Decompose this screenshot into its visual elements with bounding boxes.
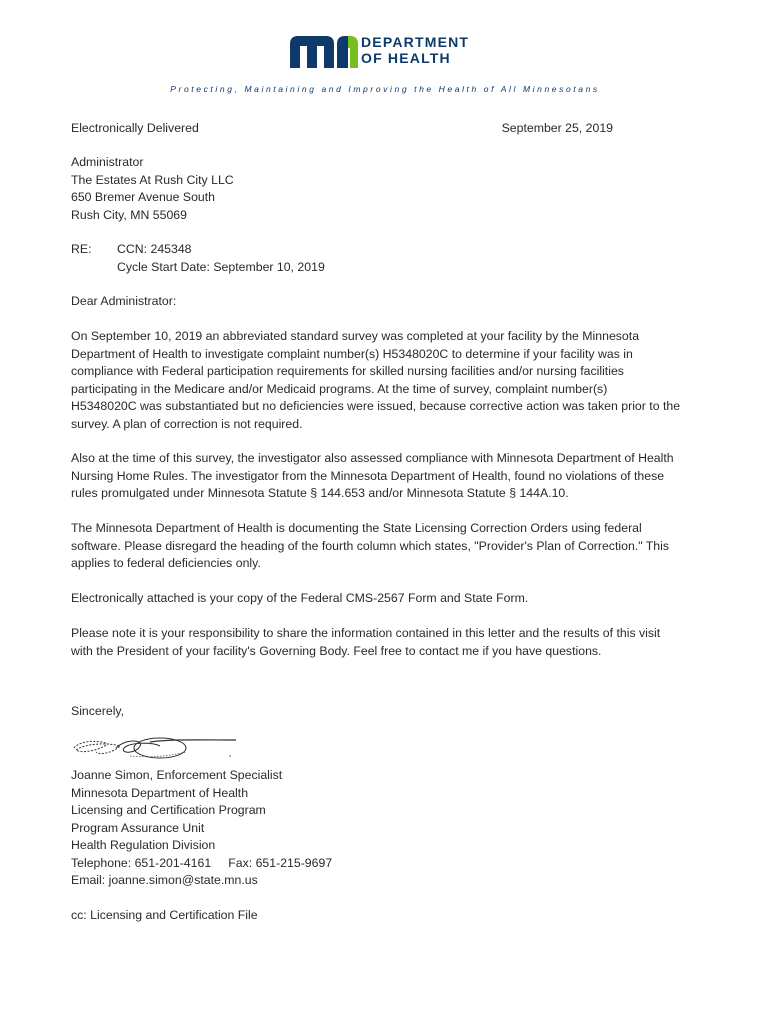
body-paragraph-1 <box>71 328 701 433</box>
paragraph-line: applies to federal deficiencies only. <box>71 556 261 570</box>
paragraph-line: rules promulgated under Minnesota Statute § 144.653 and/or Minnesota Statute § 144A.10. <box>71 486 569 500</box>
signature-email: Email: joanne.simon@state.mn.us <box>71 873 258 887</box>
salutation: Dear Administrator: <box>71 294 177 308</box>
signature-line: Program Assurance Unit <box>71 820 205 835</box>
paragraph-line: Please note it is your responsibility to share the information contained in this letter and the results of this visit <box>71 626 661 640</box>
letter-date: September 25, 2019 <box>501 121 613 135</box>
paragraph-line: compliance with Federal participation requirements for skilled nursing facilities and/or nursing facilities <box>71 364 624 378</box>
re-ccn: CCN: 245348 <box>117 242 192 256</box>
paragraph-line: The Minnesota Department of Health is documenting the State Licensing Correction Orders using federal <box>71 521 642 535</box>
signature-line: Joanne Simon, Enforcement Specialist <box>71 768 283 782</box>
closing: Sincerely, <box>71 704 125 718</box>
paragraph-line: survey. A plan of correction is not required. <box>71 416 303 431</box>
signature-line: Health Regulation Division <box>71 838 216 852</box>
cc-line: cc: Licensing and Certification File <box>71 908 258 922</box>
paragraph-line: software. Please disregard the heading of the fourth column which states, "Provider's Plan of Correction." This <box>71 538 669 553</box>
re-details <box>117 241 325 276</box>
recipient-line: Administrator <box>71 155 144 169</box>
department-wordmark-line2: OF HEALTH <box>361 50 451 66</box>
recipient-line: 650 Bremer Avenue South <box>71 190 216 204</box>
recipient-line: The Estates At Rush City LLC <box>71 172 234 187</box>
paragraph-line: with the President of your facility's Governing Body. Feel free to contact me if you have questions. <box>71 643 602 658</box>
body-paragraph-4 <box>71 590 701 608</box>
paragraph-line: On September 10, 2019 an abbreviated standard survey was completed at your facility by the Minnesota <box>71 329 640 343</box>
recipient-address <box>71 154 234 224</box>
signature-block <box>71 767 332 890</box>
paragraph-line: Department of Health to investigate complaint number(s) H5348020C to determine if your facility was in <box>71 346 633 361</box>
signature-line: Minnesota Department of Health <box>71 785 249 800</box>
re-cycle-start: Cycle Start Date: September 10, 2019 <box>117 259 325 274</box>
signature-line: Licensing and Certification Program <box>71 803 266 817</box>
tagline: Protecting, Maintaining and Improving the Health of All Minnesotans <box>170 84 600 94</box>
handwritten-signature <box>70 734 240 762</box>
body-paragraph-5 <box>71 625 701 660</box>
department-wordmark <box>361 34 469 66</box>
body-paragraph-2 <box>71 450 701 503</box>
recipient-line: Rush City, MN 55069 <box>71 207 187 222</box>
paragraph-line: H5348020C was substantiated but no deficiencies were issued, because corrective action was taken prior to the <box>71 399 681 413</box>
department-wordmark-line1: DEPARTMENT <box>361 34 470 50</box>
body-paragraph-3 <box>71 520 701 573</box>
re-label: RE: <box>71 242 92 256</box>
signature-line: Telephone: 651-201-4161 Fax: 651-215-9697 <box>71 855 333 870</box>
delivery-method: Electronically Delivered <box>71 121 199 135</box>
paragraph-line: Nursing Home Rules. The investigator from the Minnesota Department of Health, found no violations of these <box>71 468 665 483</box>
paragraph-line: Also at the time of this survey, the investigator also assessed compliance with Minnesota Department of Health <box>71 451 674 465</box>
paragraph-line: participating in the Medicare and/or Medicaid programs. At the time of survey, complaint number(s) <box>71 381 608 396</box>
paragraph-line: Electronically attached is your copy of the Federal CMS-2567 Form and State Form. <box>71 591 529 605</box>
